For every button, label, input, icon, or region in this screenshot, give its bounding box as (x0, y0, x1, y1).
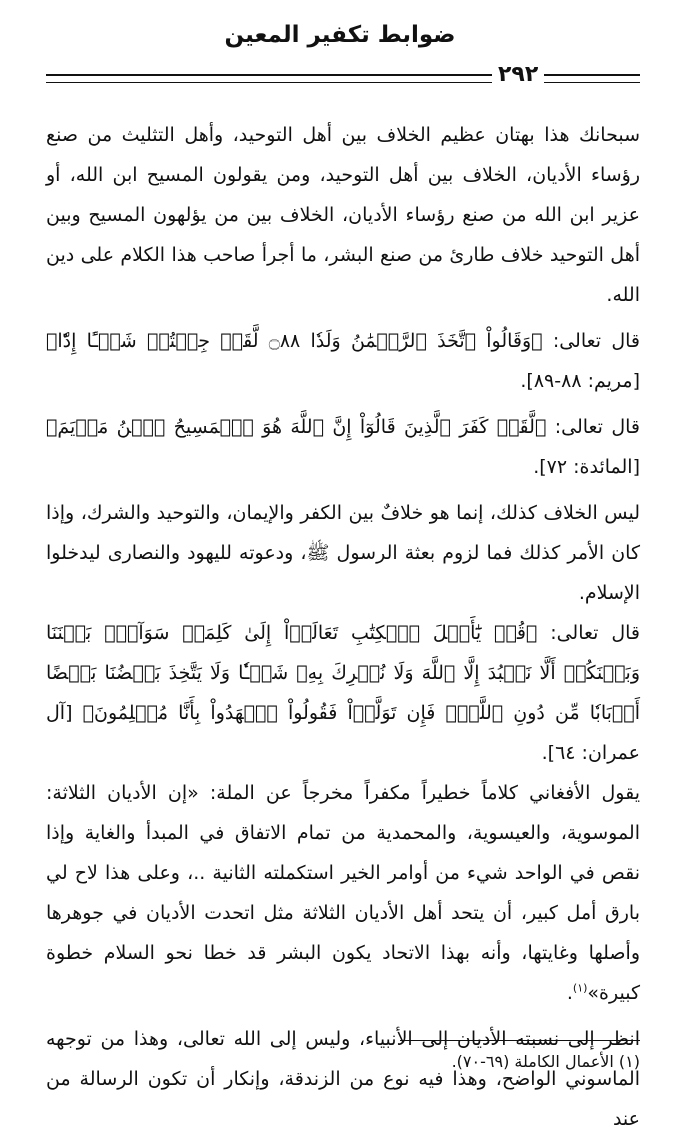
page-body (46, 115, 640, 1139)
quran-verse: ﴿وَقَالُواْ ٱتَّخَذَ ٱلرَّحۡمَٰنُ وَلَدٗا ۝٨٨ لَّقَدۡ جِئۡتُمۡ شَيۡـًٔا إِدّٗا﴾ (46, 330, 543, 352)
quran-citation (46, 613, 640, 773)
surah-reference: [مريم: ٨٨-٨٩]. (520, 370, 640, 392)
paragraph-text: انظر إلى نسبته الأديان إلى الأنبياء، وليس إلى الله تعالى، وهذا من توجهه الماسوني الواضح، وهذا فيه نوع من الزندقة، وإنكار أن تكون الرسالة من عند (46, 1028, 640, 1130)
quran-citation (46, 407, 640, 487)
paragraph-text: يقول الأفغاني كلاماً خطيراً مكفراً مخرجاً عن الملة: «إن الأديان الثلاثة: الموسوية، والعيسوية، والمحمدية من تمام الاتفاق في المبدأ والغاية وإذا نقص في الواحد شيء من أوامر الخير استكملته الثانية ..، وعلى هذا لاح لي بارق أمل كبير، أن يتحد أهل الأديان الثلاثة مثل اتحدت الأديان في جوهرها وأصلها وغايتها، وأنه بهذا الاتحاد يكون البشر قد خطا نحو السلام خطوة كبيرة» (46, 782, 640, 1004)
quran-verse: ﴿قُلۡ يَٰٓأَهۡلَ ٱلۡكِتَٰبِ تَعَالَوۡاْ إِلَىٰ كَلِمَةٖ سَوَآءِۭ بَيۡنَنَا وَبَيۡنَكُمۡ أَلَّا نَعۡبُدَ إِلَّا ٱللَّهَ وَلَا نُشۡرِكَ بِهِۦ شَيۡـٔٗا وَلَا يَتَّخِذَ بَعۡضُنَا بَعۡضًا أَرۡبَابٗا مِّن دُونِ ٱللَّهِۚ فَإِن تَوَلَّوۡاْ فَقُولُواْ ٱشۡهَدُواْ بِأَنَّا مُسۡلِمُونَ﴾ (46, 622, 640, 724)
citation-lead: قال تعالى: (537, 622, 640, 644)
citation-lead: قال تعالى: (546, 416, 640, 438)
quran-verse: ﴿لَّقَدۡ كَفَرَ ٱلَّذِينَ قَالُوٓاْ إِنَّ ٱللَّهَ هُوَ ٱلۡمَسِيحُ ٱبۡنُ مَرۡيَمَ﴾ (46, 416, 547, 438)
paragraph-text: سبحانك هذا بهتان عظيم الخلاف بين أهل التوحيد، وأهل التثليث من صنع رؤساء الأديان، الخلاف بين أهل التوحيد، ومن يقولون المسيح ابن الله، أو عزير ابن الله من صنع رؤساء الأديان، الخلاف بين من يؤلهون المسيح وبين أهل التوحيد خلاف طارئ من صنع البشر، ما أجرأ صاحب هذا الكلام على دين الله. (46, 124, 640, 306)
footnote: (١) الأعمال الكاملة (٦٩-٧٠). (451, 1052, 640, 1071)
citation-lead: قال تعالى: (542, 330, 641, 352)
paragraph (46, 115, 640, 315)
header-rule-thick (46, 74, 640, 76)
running-header-title: ضوابط تكفير المعين (224, 22, 456, 48)
footnote-rule (400, 1040, 640, 1041)
paragraph-tail: . (566, 982, 573, 1004)
header-rule-thin (46, 82, 640, 83)
surah-reference: [المائدة: ٧٢]. (533, 456, 640, 478)
paragraph (46, 1019, 640, 1139)
paragraph (46, 493, 640, 613)
page-number: ٢٩٢ (492, 63, 544, 87)
surah-reference: [آل عمران: ٦٤]. (46, 702, 640, 764)
quran-citation (46, 321, 640, 401)
paragraph (46, 773, 640, 1013)
paragraph-text: ليس الخلاف كذلك، إنما هو خلافٌ بين الكفر والإيمان، والتوحيد والشرك، وإذا كان الأمر كذلك فما لزوم بعثة الرسول ﷺ، ودعوته لليهود والنصارى ليدخلوا الإسلام. (46, 502, 640, 604)
footnote-marker: (١) (572, 981, 588, 995)
